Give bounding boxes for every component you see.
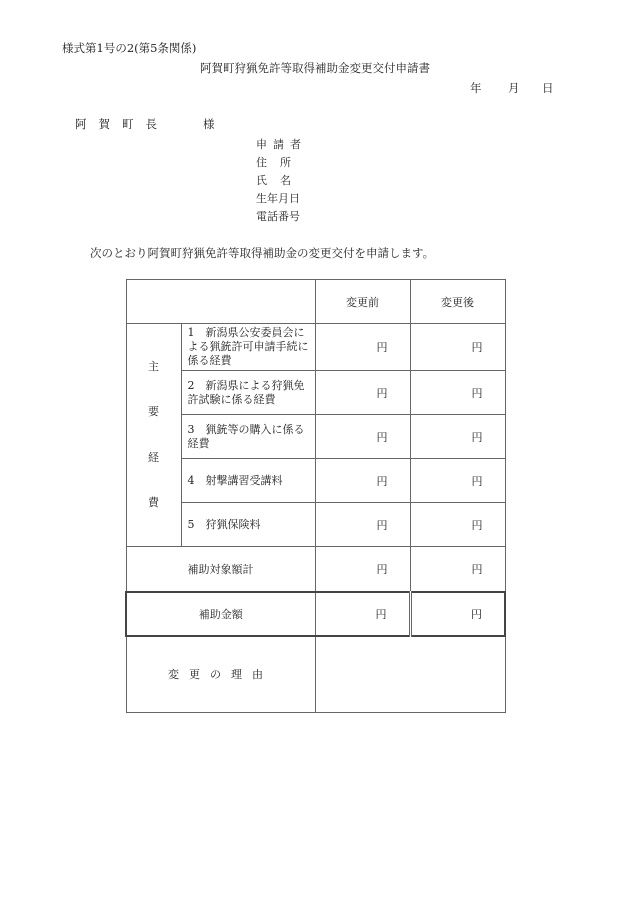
category-char: 経	[148, 450, 159, 464]
applicant-address-label: 住所	[256, 156, 304, 169]
category-char: 費	[148, 495, 159, 509]
table-header-row	[126, 280, 505, 324]
subtotal-row	[126, 547, 505, 592]
category-main-expenses	[126, 324, 181, 547]
application-statement: 次のとおり阿賀町狩猟免許等取得補助金の変更交付を申請します。	[90, 246, 435, 260]
reason-input-area[interactable]	[315, 636, 505, 713]
item-label: 4 射撃講習受講料	[181, 459, 315, 503]
expense-table	[125, 279, 506, 713]
item-after-amount[interactable]: 円	[410, 459, 505, 503]
table-row	[126, 415, 505, 459]
table-row	[126, 459, 505, 503]
form-number: 様式第1号の2(第5条関係)	[62, 41, 197, 55]
applicant-name-label: 氏名	[256, 174, 304, 187]
item-label: 2 新潟県による狩猟免許試験に係る経費	[181, 371, 315, 415]
item-after-amount[interactable]: 円	[410, 324, 505, 371]
grant-row	[126, 592, 505, 636]
header-after: 変更後	[410, 280, 505, 324]
subtotal-after-amount[interactable]: 円	[410, 547, 505, 592]
grant-label: 補助金額	[126, 592, 315, 636]
table-row	[126, 503, 505, 547]
applicant-label: 申請者	[256, 138, 307, 151]
applicant-birthdate-label: 生年月日	[256, 192, 300, 205]
item-after-amount[interactable]: 円	[410, 415, 505, 459]
applicant-phone-label: 電話番号	[256, 210, 300, 223]
date-day: 日	[542, 81, 554, 95]
addressee-name: 阿賀町長	[75, 117, 169, 131]
item-after-amount[interactable]: 円	[410, 371, 505, 415]
document-title: 阿賀町狩猟免許等取得補助金変更交付申請書	[200, 61, 430, 75]
date-year: 年	[470, 81, 482, 95]
item-after-amount[interactable]: 円	[410, 503, 505, 547]
subtotal-label: 補助対象額計	[126, 547, 315, 592]
item-before-amount[interactable]: 円	[315, 415, 410, 459]
item-before-amount[interactable]: 円	[315, 324, 410, 371]
addressee-honorific: 様	[203, 117, 215, 131]
item-before-amount[interactable]: 円	[315, 503, 410, 547]
item-label: 3 猟銃等の購入に係る経費	[181, 415, 315, 459]
date-month: 月	[508, 81, 520, 95]
category-char: 主	[148, 360, 159, 373]
item-before-amount[interactable]: 円	[315, 371, 410, 415]
item-label: 1 新潟県公安委員会による猟銃許可申請手続に係る経費	[181, 324, 315, 371]
reason-label: 変更の理由	[126, 636, 315, 713]
item-before-amount[interactable]: 円	[315, 459, 410, 503]
grant-before-amount[interactable]: 円	[315, 592, 410, 636]
reason-row	[126, 636, 505, 713]
item-label: 5 狩猟保険料	[181, 503, 315, 547]
header-before: 変更前	[315, 280, 410, 324]
grant-after-amount[interactable]: 円	[410, 592, 505, 636]
subtotal-before-amount[interactable]: 円	[315, 547, 410, 592]
header-blank-cell	[126, 280, 315, 324]
table-row	[126, 324, 505, 371]
table-row	[126, 371, 505, 415]
category-char: 要	[148, 405, 159, 419]
